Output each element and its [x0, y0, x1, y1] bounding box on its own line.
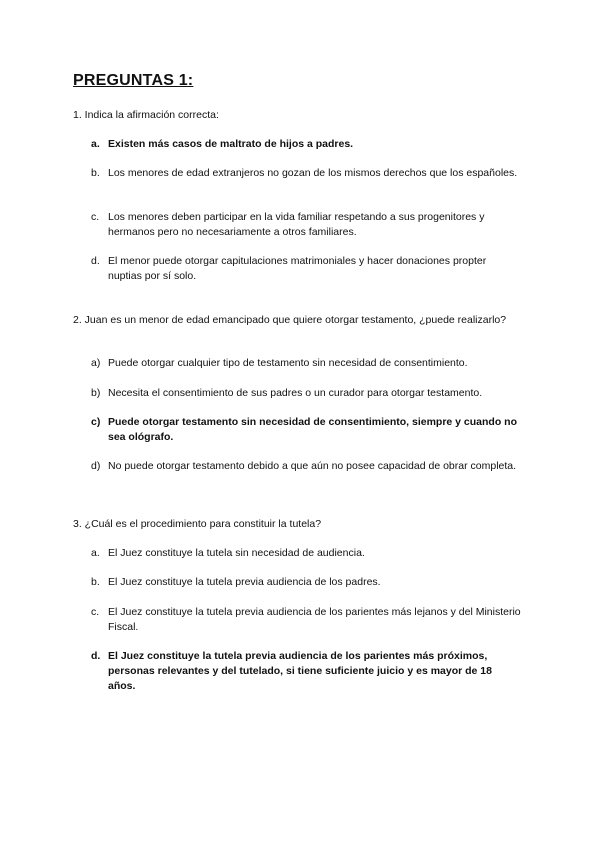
- option-text: Puede otorgar cualquier tipo de testamento sin necesidad de consentimiento.: [108, 357, 468, 369]
- option-marker: c.: [91, 606, 100, 618]
- option-marker: a.: [91, 138, 100, 150]
- option-text: Los menores deben participar en la vida familiar respetando a sus progenitores y hermanos pero no necesariamente a otros familiares.: [108, 211, 485, 238]
- option-text: Los menores de edad extranjeros no gozan de los mismos derechos que los españoles.: [108, 167, 518, 179]
- option-text: Existen más casos de maltrato de hijos a padres.: [108, 138, 354, 150]
- option-text: El Juez constituye la tutela previa audiencia de los parientes más próximos, personas relevantes y del tutelado, si tiene suficiente juicio y es mayor de 18 años.: [108, 650, 492, 692]
- option-marker: b.: [91, 167, 100, 179]
- option-marker: d.: [91, 650, 101, 662]
- question-2-option-b: [91, 386, 521, 401]
- option-marker: b): [91, 387, 101, 399]
- option-marker: d): [91, 460, 101, 472]
- question-2: 2. Juan es un menor de edad emancipado que quiere otorgar testamento, ¿puede realizarlo?: [73, 314, 507, 326]
- question-2-option-d: [91, 459, 521, 474]
- option-text: El Juez constituye la tutela sin necesidad de audiencia.: [108, 547, 365, 559]
- question-1-option-a: [91, 137, 521, 152]
- question-1-option-c: [91, 210, 521, 240]
- option-marker: b.: [91, 576, 100, 588]
- question-3: 3. ¿Cuál es el procedimiento para constituir la tutela?: [73, 518, 322, 530]
- option-marker: a.: [91, 547, 100, 559]
- question-3-option-a: [91, 546, 521, 561]
- option-text: No puede otorgar testamento debido a que aún no posee capacidad de obrar completa.: [108, 460, 517, 472]
- question-1-option-d: [91, 254, 521, 284]
- option-marker: d.: [91, 255, 100, 267]
- option-text: El menor puede otorgar capitulaciones matrimoniales y hacer donaciones propter nuptias por sí solo.: [108, 255, 487, 282]
- question-2-option-a: [91, 356, 521, 371]
- page-title: PREGUNTAS 1:: [73, 72, 194, 89]
- question-1-option-b: [91, 166, 521, 181]
- question-2-option-c: [91, 415, 521, 445]
- option-text: El Juez constituye la tutela previa audiencia de los parientes más lejanos y del Ministerio Fiscal.: [108, 606, 521, 633]
- question-1: 1. Indica la afirmación correcta:: [73, 109, 219, 121]
- question-3-option-c: [91, 605, 521, 635]
- option-text: El Juez constituye la tutela previa audiencia de los padres.: [108, 576, 381, 588]
- option-marker: c.: [91, 211, 100, 223]
- question-3-option-b: [91, 575, 521, 590]
- option-text: Necesita el consentimiento de sus padres o un curador para otorgar testamento.: [108, 387, 483, 399]
- option-marker: c): [91, 416, 101, 428]
- option-text: Puede otorgar testamento sin necesidad de consentimiento, siempre y cuando no sea ológrafo.: [108, 416, 518, 443]
- question-3-option-d: [91, 649, 521, 694]
- option-marker: a): [91, 357, 101, 369]
